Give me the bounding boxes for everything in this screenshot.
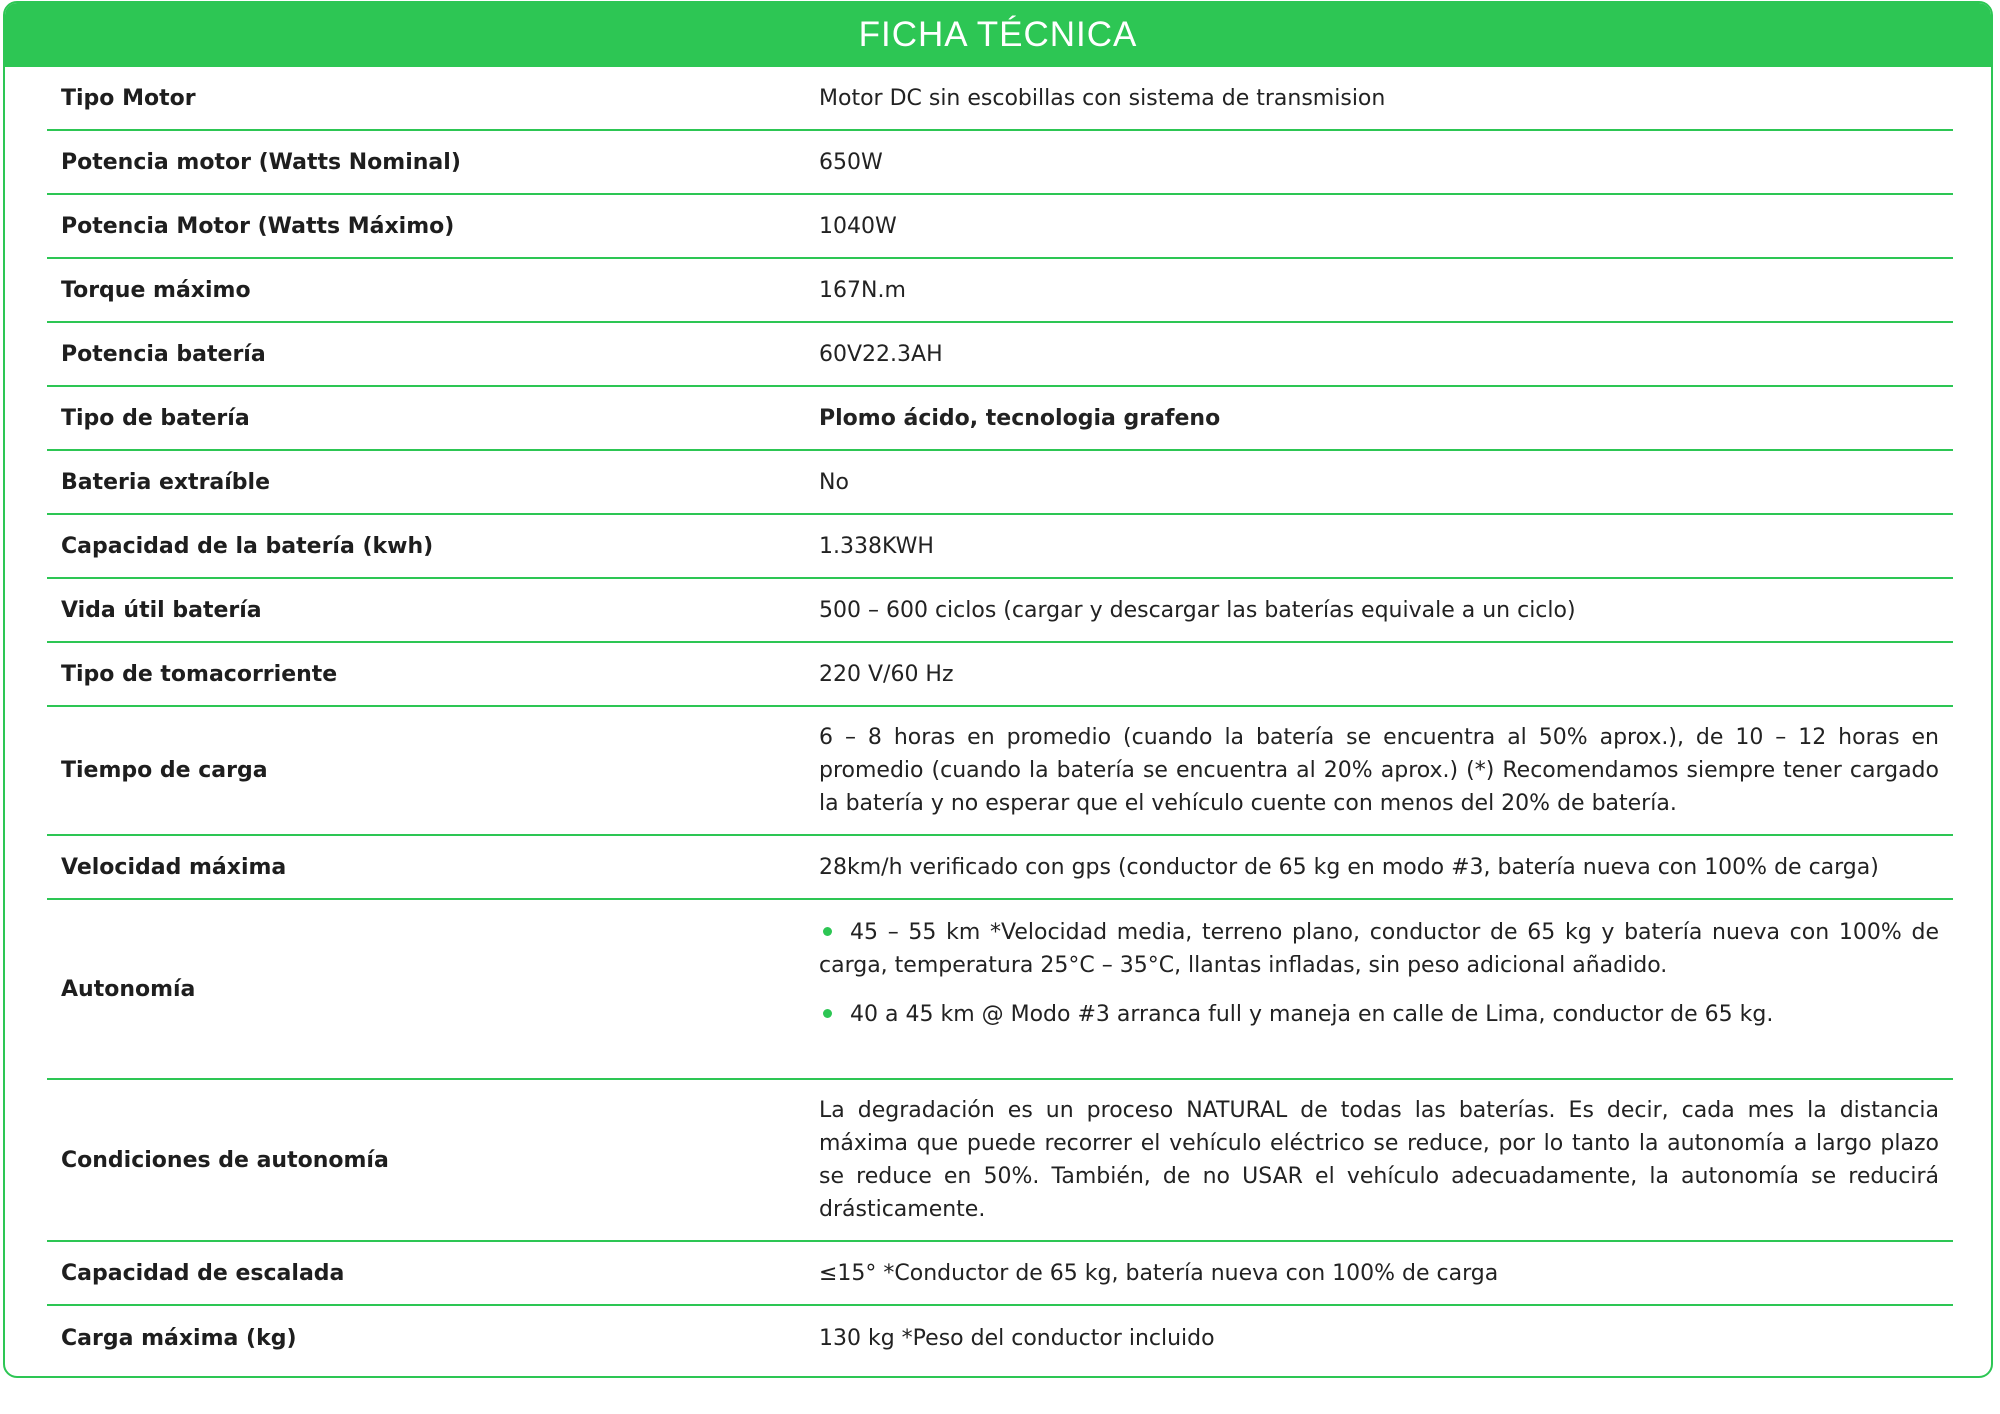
spec-value: 1040W	[819, 213, 897, 239]
spec-value: 28km/h verificado con gps (conductor de 65 kg en modo #3, batería nueva con 100% de carga)	[819, 854, 1879, 880]
bullet-icon	[823, 927, 832, 936]
spec-row-tipo-motor	[47, 67, 1953, 131]
spec-value: 220 V/60 Hz	[819, 661, 954, 687]
spec-value: ≤15° *Conductor de 65 kg, batería nueva con 100% de carga	[819, 1260, 1499, 1286]
bullet-list	[819, 916, 1939, 1031]
spec-row-carga-maxima	[47, 1306, 1953, 1370]
spec-value: La degradación es un proceso NATURAL de todas las baterías. Es decir, cada mes la distancia máxima que puede recorrer el vehículo eléctrico se reduce, por lo tanto la autonomía a largo plazo se reduce en 50%. También, de no USAR el vehículo adecuadamente, la autonomía se reducirá drásticamente.	[819, 1098, 1939, 1222]
bullet-text: 45 – 55 km *Velocidad media, terreno plano, conductor de 65 kg y batería nueva con 100% de carga, temperatura 25°C – 35°C, llantas infladas, sin peso adicional añadido.	[819, 920, 1939, 978]
spec-row-capacidad-bateria	[47, 515, 1953, 579]
bullet-item	[819, 998, 1939, 1031]
spec-label: Potencia Motor (Watts Máximo)	[61, 213, 455, 239]
spec-row-velocidad	[47, 836, 1953, 900]
spec-value: Motor DC sin escobillas con sistema de transmision	[819, 85, 1386, 111]
spec-row-tomacorriente	[47, 643, 1953, 707]
spec-value: 60V22.3AH	[819, 341, 943, 367]
spec-value: 167N.m	[819, 277, 906, 303]
spec-label: Capacidad de la batería (kwh)	[61, 533, 434, 559]
spec-value: 130 kg *Peso del conductor incluido	[819, 1325, 1215, 1351]
spec-row-condiciones	[47, 1080, 1953, 1242]
spec-row-tiempo-carga	[47, 707, 1953, 836]
spec-value: Plomo ácido, tecnologia grafeno	[819, 405, 1221, 431]
spec-label: Carga máxima (kg)	[61, 1325, 297, 1351]
bullet-text: 40 a 45 km @ Modo #3 arranca full y maneja en calle de Lima, conductor de 65 kg.	[850, 1002, 1774, 1027]
spec-label: Potencia batería	[61, 341, 266, 367]
spec-label: Tipo de batería	[61, 405, 250, 431]
spec-label: Velocidad máxima	[61, 854, 287, 880]
spec-row-autonomia	[47, 900, 1953, 1080]
spec-sheet-card	[3, 1, 1993, 1378]
bullet-icon	[823, 1009, 832, 1018]
spec-row-escalada	[47, 1242, 1953, 1306]
spec-label: Potencia motor (Watts Nominal)	[61, 149, 461, 175]
spec-value: No	[819, 469, 849, 495]
spec-sheet-header	[5, 3, 1991, 67]
spec-row-bateria-extraible	[47, 451, 1953, 515]
spec-row-potencia-bateria	[47, 323, 1953, 387]
spec-value: 1.338KWH	[819, 533, 934, 559]
spec-label: Torque máximo	[61, 277, 251, 303]
spec-value-list	[819, 900, 1953, 1031]
spec-row-potencia-nominal	[47, 131, 1953, 195]
bullet-item	[819, 916, 1939, 982]
spec-label: Capacidad de escalada	[61, 1260, 345, 1286]
spec-label: Condiciones de autonomía	[61, 1147, 389, 1173]
spec-value: 650W	[819, 149, 883, 175]
spec-value: 6 – 8 horas en promedio (cuando la batería se encuentra al 50% aprox.), de 10 – 12 horas en promedio (cuando la batería se encuentra al 20% aprox.) (*) Recomendamos siempre tener cargado la batería y no esperar que el vehículo cuente con menos del 20% de batería.	[819, 725, 1939, 816]
spec-label: Autonomía	[61, 976, 196, 1002]
spec-label: Bateria extraíble	[61, 469, 271, 495]
spec-label: Vida útil batería	[61, 597, 262, 623]
spec-label: Tiempo de carga	[61, 758, 268, 783]
spec-label: Tipo de tomacorriente	[61, 661, 338, 687]
spec-row-torque	[47, 259, 1953, 323]
spec-row-potencia-maximo	[47, 195, 1953, 259]
spec-table	[47, 67, 1953, 1370]
spec-sheet-title: FICHA TÉCNICA	[858, 15, 1138, 54]
spec-label: Tipo Motor	[61, 85, 196, 111]
spec-row-tipo-bateria	[47, 387, 1953, 451]
spec-row-vida-util	[47, 579, 1953, 643]
spec-value: 500 – 600 ciclos (cargar y descargar las baterías equivale a un ciclo)	[819, 597, 1576, 623]
